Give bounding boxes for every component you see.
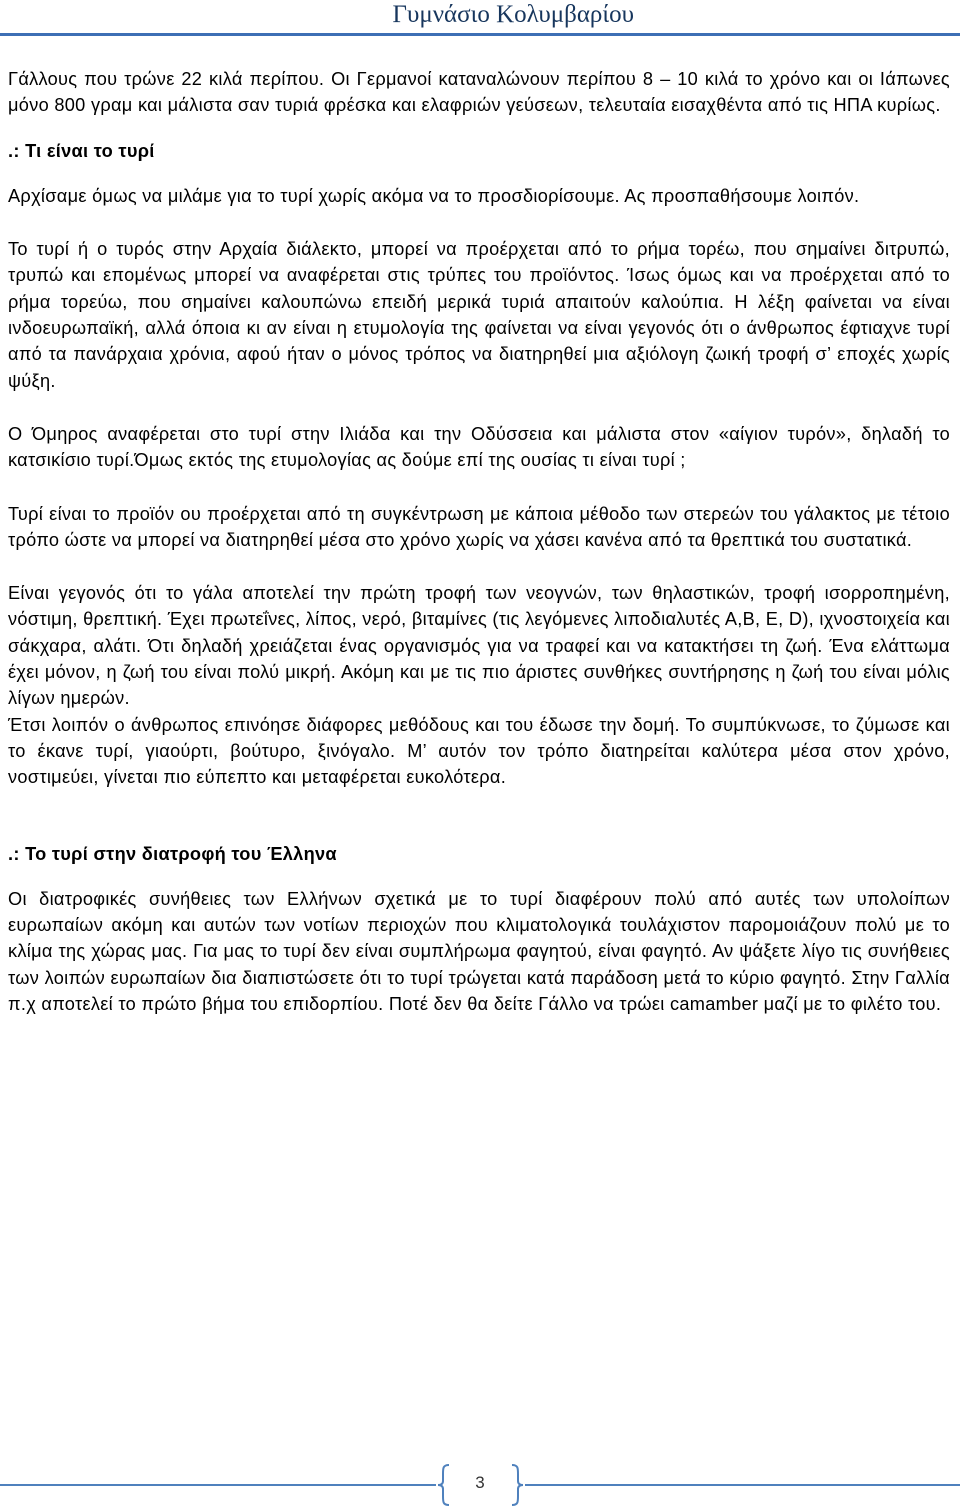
page-number: 3	[475, 1473, 485, 1492]
header-rule	[0, 33, 960, 36]
spacer	[8, 867, 950, 886]
paragraph-consumption: Γάλλους που τρώνε 22 κιλά περίπου. Οι Γερμανοί καταναλώνουν περίπου 8 – 10 κιλά το χρόνο και οι Ιάπωνες μόνο 800 γραμ και μάλιστα σαν τυριά φρέσκα και ελαφριών γεύσεων, τελευταία εισαχθέντα από τις ΗΠΑ κυρίως.	[8, 69, 950, 116]
left-brace-icon	[437, 1464, 451, 1506]
paragraph-definition: Τυρί είναι το προϊόν ου προέρχεται από τη συγκέντρωση με κάποια μέθοδο των στερεών του γάλακτος με τέτοιο τρόπο ώστε να μπορεί να διατηρηθεί μέσα στο χρόνο χωρίς να χάσει κανένα από τα θρεπτικά του συστατικά.	[8, 503, 950, 550]
section-heading-what-is-cheese: .: Τι είναι το τυρί	[8, 140, 155, 161]
spacer	[8, 209, 950, 236]
page-footer	[0, 1464, 960, 1509]
paragraph-milk: Είναι γεγονός ότι το γάλα αποτελεί την πρώτη τροφή των νεογνών, των θηλαστικών, τροφή ισορροπημένη, νόστιμη, θρεπτική. Έχει πρωτεΐνες, λίπος, νερό, βιταμίνες (τις λεγόμενες λιποδιαλυτές Α,Β, Ε, D), ιχνοστοιχεία και σάκχαρα, αλάτι. Ότι δηλαδή χρειάζεται ένας οργανισμός για να τραφεί και να κατακτήσει τη ζωή. Ένα ελάττωμα έχει μόνον, η ζωή του είναι πολύ μικρή. Ακόμη και με τις πιο άριστες συνθήκες συντήρησης η ζωή του είναι μόλις λίγων ημερών.	[8, 583, 950, 709]
document-body	[8, 66, 950, 1017]
paragraph-homer: Ο Όμηρος αναφέρεται στο τυρί στην Ιλιάδα και την Οδύσσεια και μάλιστα στον «αίγιον τυρόν», δηλαδή το κατσικίσιο τυρί.Όμως εκτός της ετυμολογίας ας δούμε επί της ουσίας τι είναι τυρί ;	[8, 423, 950, 471]
spacer	[8, 119, 950, 138]
spacer	[8, 164, 950, 183]
header-title: Γυμνάσιο Κολυμβαρίου	[392, 1, 634, 28]
spacer	[8, 474, 950, 501]
footer-rule-left	[0, 1484, 436, 1486]
spacer	[8, 394, 950, 421]
footer-rule-right	[525, 1484, 960, 1486]
paragraph-intro: Αρχίσαμε όμως να μιλάμε για το τυρί χωρίς ακόμα να το προσδιορίσουμε. Ας προσπαθήσουμε λοιπόν.	[8, 185, 860, 206]
spacer	[8, 553, 950, 580]
spacer	[8, 791, 950, 841]
section-heading-greek-diet: .: Το τυρί στην διατροφή του Έλληνα	[8, 843, 337, 864]
paragraph-etymology: Το τυρί ή ο τυρός στην Αρχαία διάλεκτο, μπορεί να προέρχεται από το ρήμα τορέω, που σημαίνει διτρυπώ, τρυπώ και επομένως μπορεί να αναφέρεται στις τρύπες του προϊόντος. Ίσως όμως και να προέρχεται από το ρήμα τορεύω, που σημαίνει καλουπώνω επειδή μερικά τυριά απαιτούν καλούπια. Η λέξη φαίνεται να είναι ινδοευρωπαϊκή, αλλά όποια κι αν είναι η ετυμολογία της φαίνεται να είναι γεγονός ότι ο άνθρωπος έφτιαχνε τυρί από τα πανάρχαια χρόνια, αφού ήταν ο μόνος τρόπος να διατηρηθεί μια αξιόλογη ζωική τροφή σ’ εποχές χωρίς ψύξη.	[8, 239, 950, 391]
paragraph-preservation: Έτσι λοιπόν ο άνθρωπος επινόησε διάφορες μεθόδους και του έδωσε την δομή. Το συμπύκνωσε, το ζύμωσε και το έκανε τυρί, γιαούρτι, βούτυρο, ξινόγαλο. Μ’ αυτόν τον τρόπο διατηρείται καλύτερα μέσα στον χρόνο, νοστιμεύει, γίνεται πιο εύπεπτο και μεταφέρεται ευκολότερα.	[8, 714, 950, 788]
paragraph-greek-diet: Οι διατροφικές συνήθειες των Ελλήνων σχετικά με το τυρί διαφέρουν πολύ από αυτές των υπολοίπων ευρωπαίων ακόμη και αυτών των νοτίων περιοχών που κλιματολογικά τουλάχιστον παρομοιάζουν πολύ με το κλίμα της χώρας μας. Για μας το τυρί δεν είναι συμπλήρωμα φαγητού, είναι φαγητό. Αν ψάξετε λίγο τις συνήθειες των λοιπών ευρωπαίων δια διαπιστώσετε ότι το τυρί τρώγεται κατά παράδοση μετά το κύριο φαγητό. Στην Γαλλία π.χ αποτελεί το πρώτο βήμα του επιδορπίου. Ποτέ δεν θα δείτε Γάλλο να τρώει camamber μαζί με το φιλέτο του.	[8, 888, 950, 1015]
right-brace-icon	[510, 1464, 524, 1506]
